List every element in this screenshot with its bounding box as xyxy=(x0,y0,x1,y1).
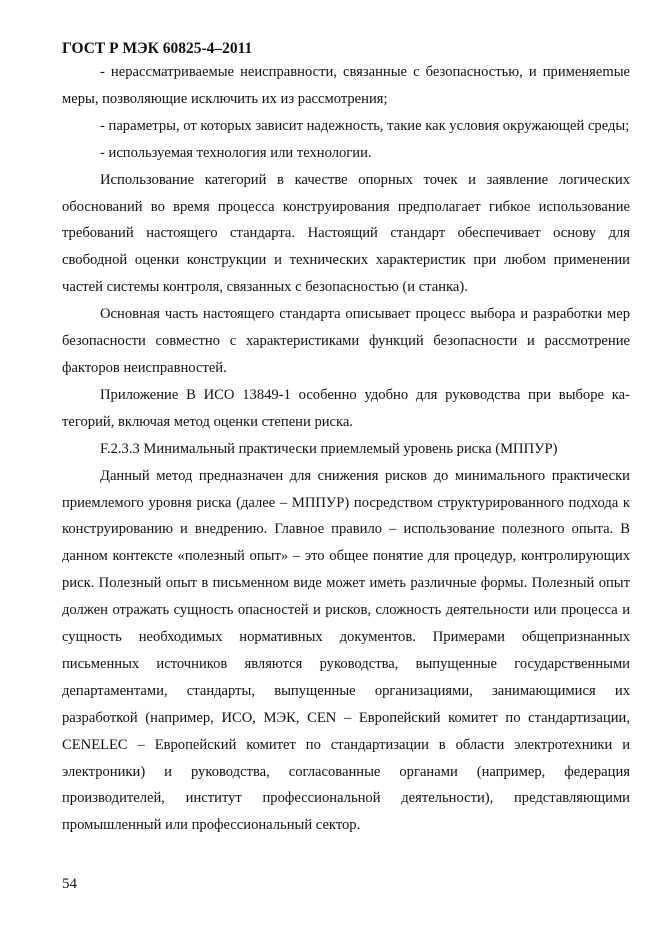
paragraph-categories-usage: Использование категорий в качестве опорных точек и заявление логических обоснований во время процесса конструирования предполагает гибкое использование требований настоящего стандарта. Настоящий стандарт обеспечивает основу для свободной оценки конструкции и технических характеристик при любом применении частей системы контроля, связанных с безопасностью (и станка). xyxy=(62,171,630,296)
document-header: ГОСТ Р МЭК 60825-4–2011 xyxy=(62,40,253,57)
paragraph-reliability-parameters: - параметры, от которых зависит надежность, такие как условия окружающей среды; xyxy=(100,117,630,134)
paragraph-technology: - используемая технология или технологии. xyxy=(100,144,372,161)
document-body xyxy=(62,59,630,839)
paragraph-annex-b: Приложение В ИСО 13849-1 особенно удобно для руководства при выборе категорий, включая метод оценки степени риска. xyxy=(62,386,630,430)
paragraph-main-part: Основная часть настоящего стандарта описывает процесс выбора и разработки мер безопасности совместно с характеристиками функций безопасности и рассмотрение факторов неисправностей. xyxy=(62,306,630,376)
paragraph-alarp-method: Данный метод предназначен для снижения рисков до минимального практически приемлемого уровня риска (далее – МППУР) посредством структурированного подхода к конструированию и внедрению. Главное правило – использование полезного опыта. В данном контексте «полезный опыт» – это общее понятие для процедур, контролирующих риск. Полезный опыт в письменном виде может иметь различные формы. Полезный опыт должен отражать сущность опасностей и рисков, сложность деятельности или процесса и сущность необходимых нормативных документов. Примерами общепризнанных письменных источников являются руководства, выпущенные государственными департаментами, стандарты, выпущенные организациями, занимающимися их разработкой (например, ИСО, МЭК, CEN – Европейский комитет по стандартизации, CENELEC – Европейский комитет по стандартизации в области электротехники и электроники) и руководства, согласованные органами (например, федерация производителей, институт профессиональной деятельности), представляющими промышленный или профессиональный сектор. xyxy=(62,467,630,834)
section-heading-alarp: F.2.3.3 Минимальный практически приемлемый уровень риска (МППУР) xyxy=(100,440,558,457)
paragraph-unconsidered-faults: - нерассматриваемые неисправности, связанные с безопасностью, и применяеmые меры, позволяющие исключить их из рассмотрения; xyxy=(62,64,630,107)
page-number: 54 xyxy=(62,876,77,892)
